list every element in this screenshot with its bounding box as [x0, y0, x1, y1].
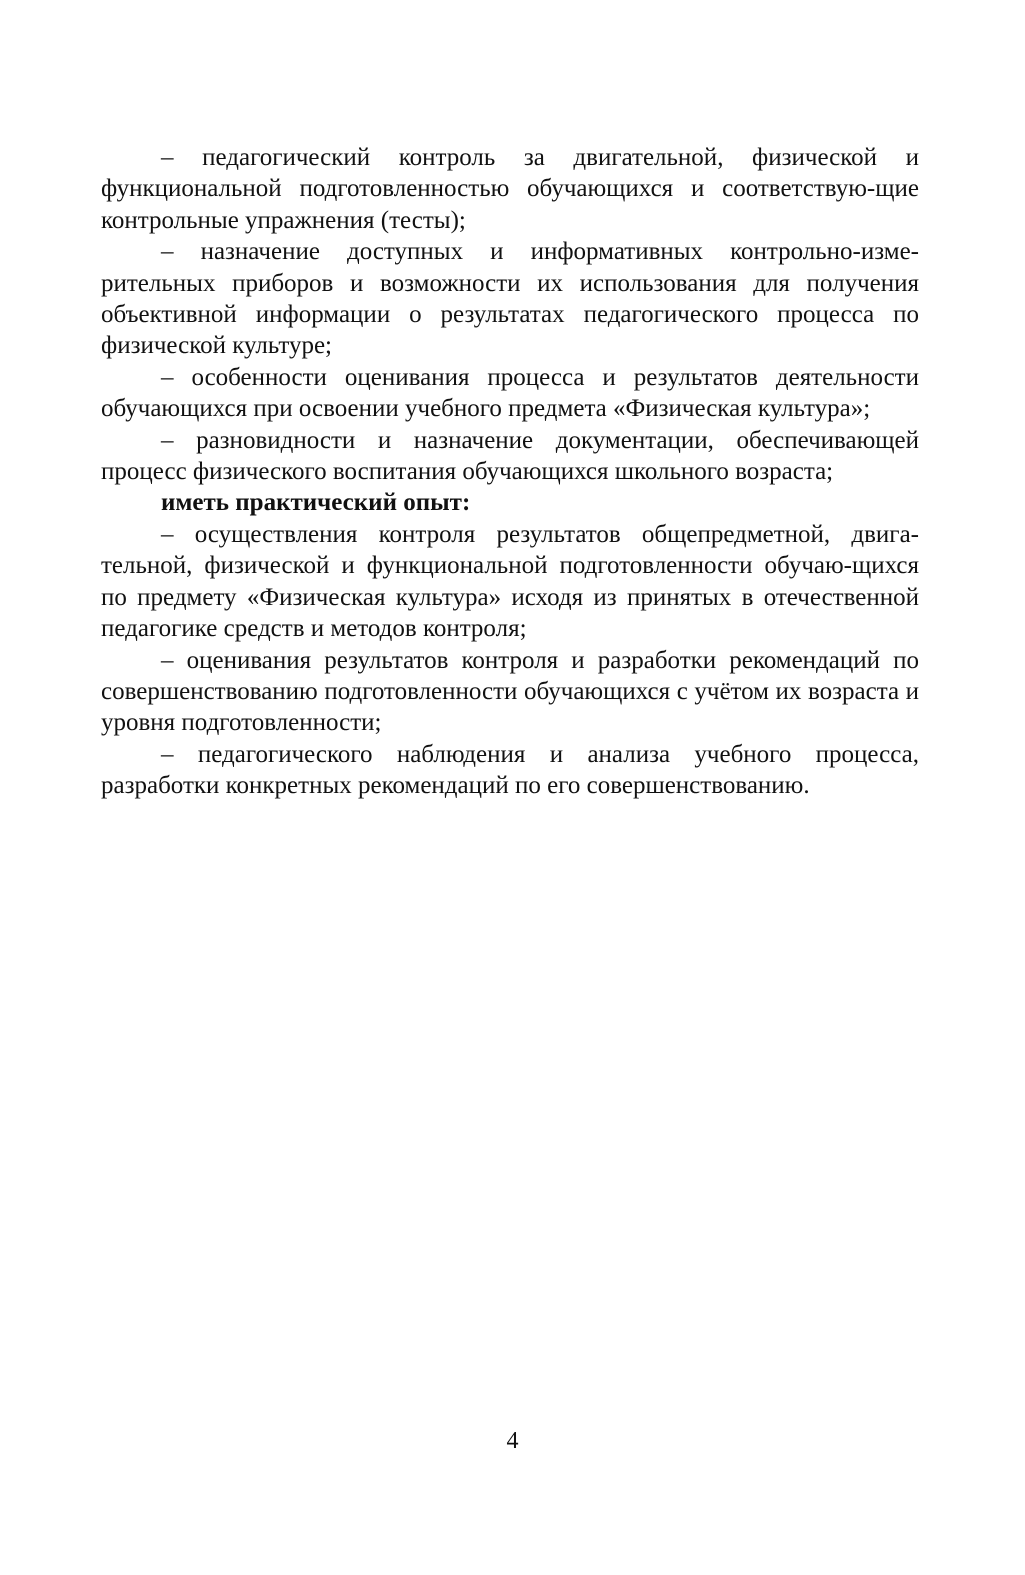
section-heading: иметь практический опыт: — [161, 489, 471, 517]
paragraph-pedagogical-control: – педагогический контроль за двигательной, физической и функциональной подготовленностью обучающихся и соответствую-щие контрольные упражнения (тесты); — [101, 144, 919, 234]
list-item-observation: – педагогического наблюдения и анализа учебного процесса, разработки конкретных рекомендаций по его совершенствованию. — [101, 740, 919, 800]
paragraph-assessment-features: – особенности оценивания процесса и результатов деятельности обучающихся при освоении учебного предмета «Физическая культура»; — [101, 363, 919, 423]
page-body — [101, 142, 919, 802]
list-item-control-results: – осуществления контроля результатов общепредметной, двига-тельной, физической и функциональной подготовленности обучаю-щихся по предмету «Физическая культура» исходя из принятых в отечественной педагогике средств и методов контроля; — [101, 520, 919, 643]
paragraph-documentation-types: – разновидности и назначение документации, обеспечивающей процесс физического воспитания обучающихся школьного возраста; — [101, 426, 919, 486]
paragraph-measuring-instruments: – назначение доступных и информативных контрольно-изме-рительных приборов и возможности их использования для получения объективной информации о результатах педагогического процесса по физической культуре; — [101, 238, 919, 360]
list-item-recommendations: – оценивания результатов контроля и разработки рекомендаций по совершенствованию подготовленности обучающихся с учётом их возраста и уровня подготовленности; — [101, 646, 919, 737]
page-number: 4 — [506, 1428, 519, 1454]
